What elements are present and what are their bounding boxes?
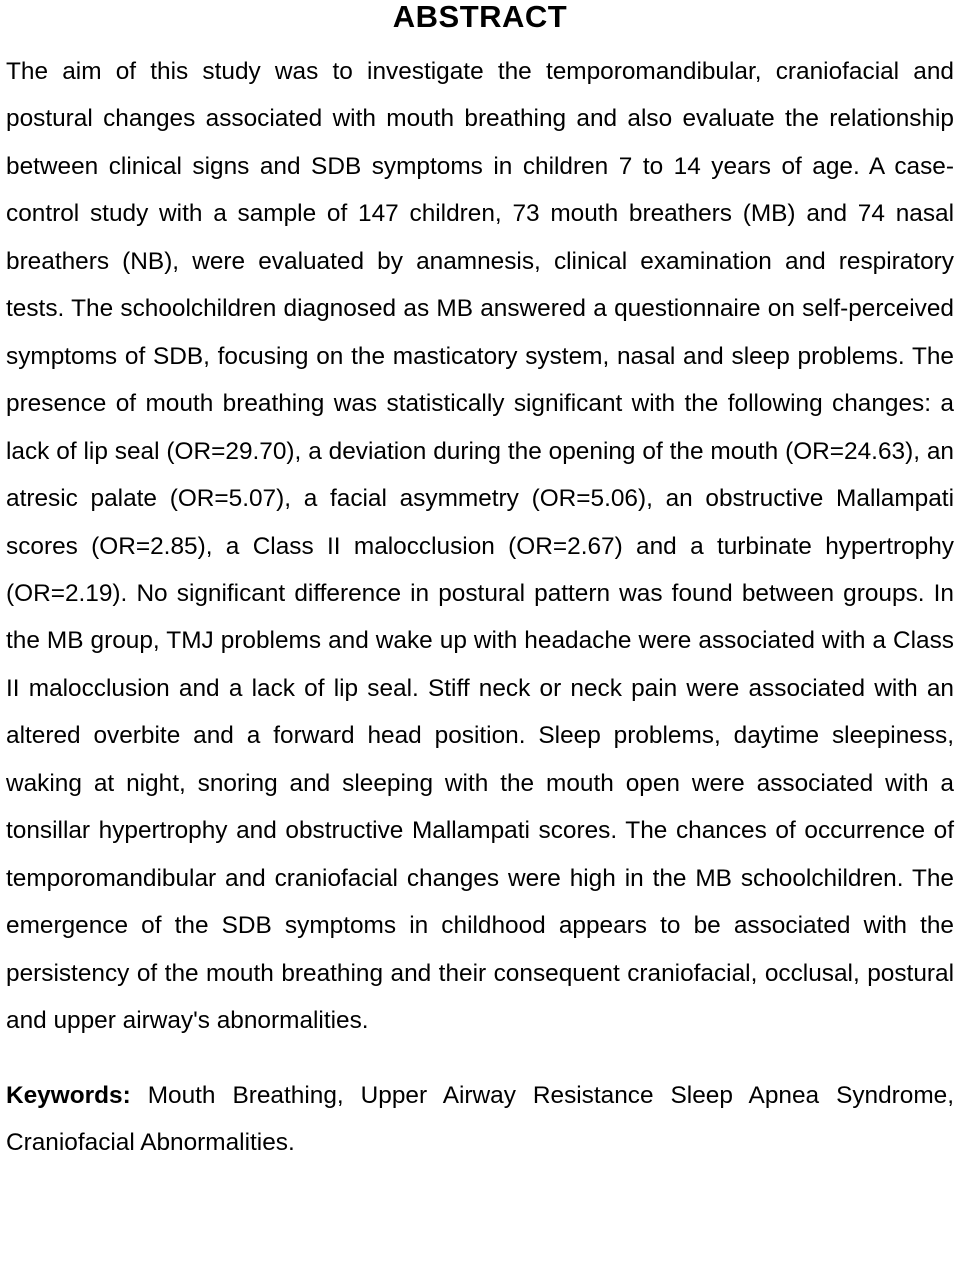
keywords-label: Keywords: [6,1081,131,1109]
abstract-heading: ABSTRACT [392,0,568,34]
abstract-text: The aim of this study was to investigate the temporomandibular, craniofacial and postural changes associated with mouth breathing and also evaluate the relationship between clinical signs and SDB symptoms in children 7 to 14 years of age. A case-control study with a sample of 147 children, 73 mouth breathers (MB) and 74 nasal breathers (NB), were evaluated by anamnesis, clinical examination and respiratory tests. The schoolchildren diagnosed as MB answered a questionnaire on self-perceived symptoms of SDB, focusing on the masticatory system, nasal and sleep problems. The presence of mouth breathing was statistically significant with the following changes: a lack of lip seal (OR=29.70), a deviation during the opening of the mouth (OR=24.63), an atresic palate (OR=5.07), a facial asymmetry (OR=5.06), an obstructive Mallampati scores (OR=2.85), a Class II malocclusion (OR=2.67) and a turbinate hypertrophy (OR=2.19). No significant difference in postural pattern was found between groups. In the MB group, TMJ problems and wake up with headache were associated with a Class II malocclusion and a lack of lip seal. Stiff neck or neck pain were associated with an altered overbite and a forward head position. Sleep problems, daytime sleepiness, waking at night, snoring and sleeping with the mouth open were associated with a tonsillar hypertrophy and obstructive Mallampati scores. The chances of occurrence of temporomandibular and craniofacial changes were high in the MB schoolchildren. The emergence of the SDB symptoms in childhood appears to be associated with the persistency of the mouth breathing and their consequent craniofacial, occlusal, postural and upper airway's abnormalities. [6,58,954,1035]
keywords-section [6,1072,954,1167]
abstract-page [6,0,954,1167]
keywords-text: Mouth Breathing, Upper Airway Resistance Sleep Apnea Syndrome, Craniofacial Abnormalities. [6,1081,955,1157]
